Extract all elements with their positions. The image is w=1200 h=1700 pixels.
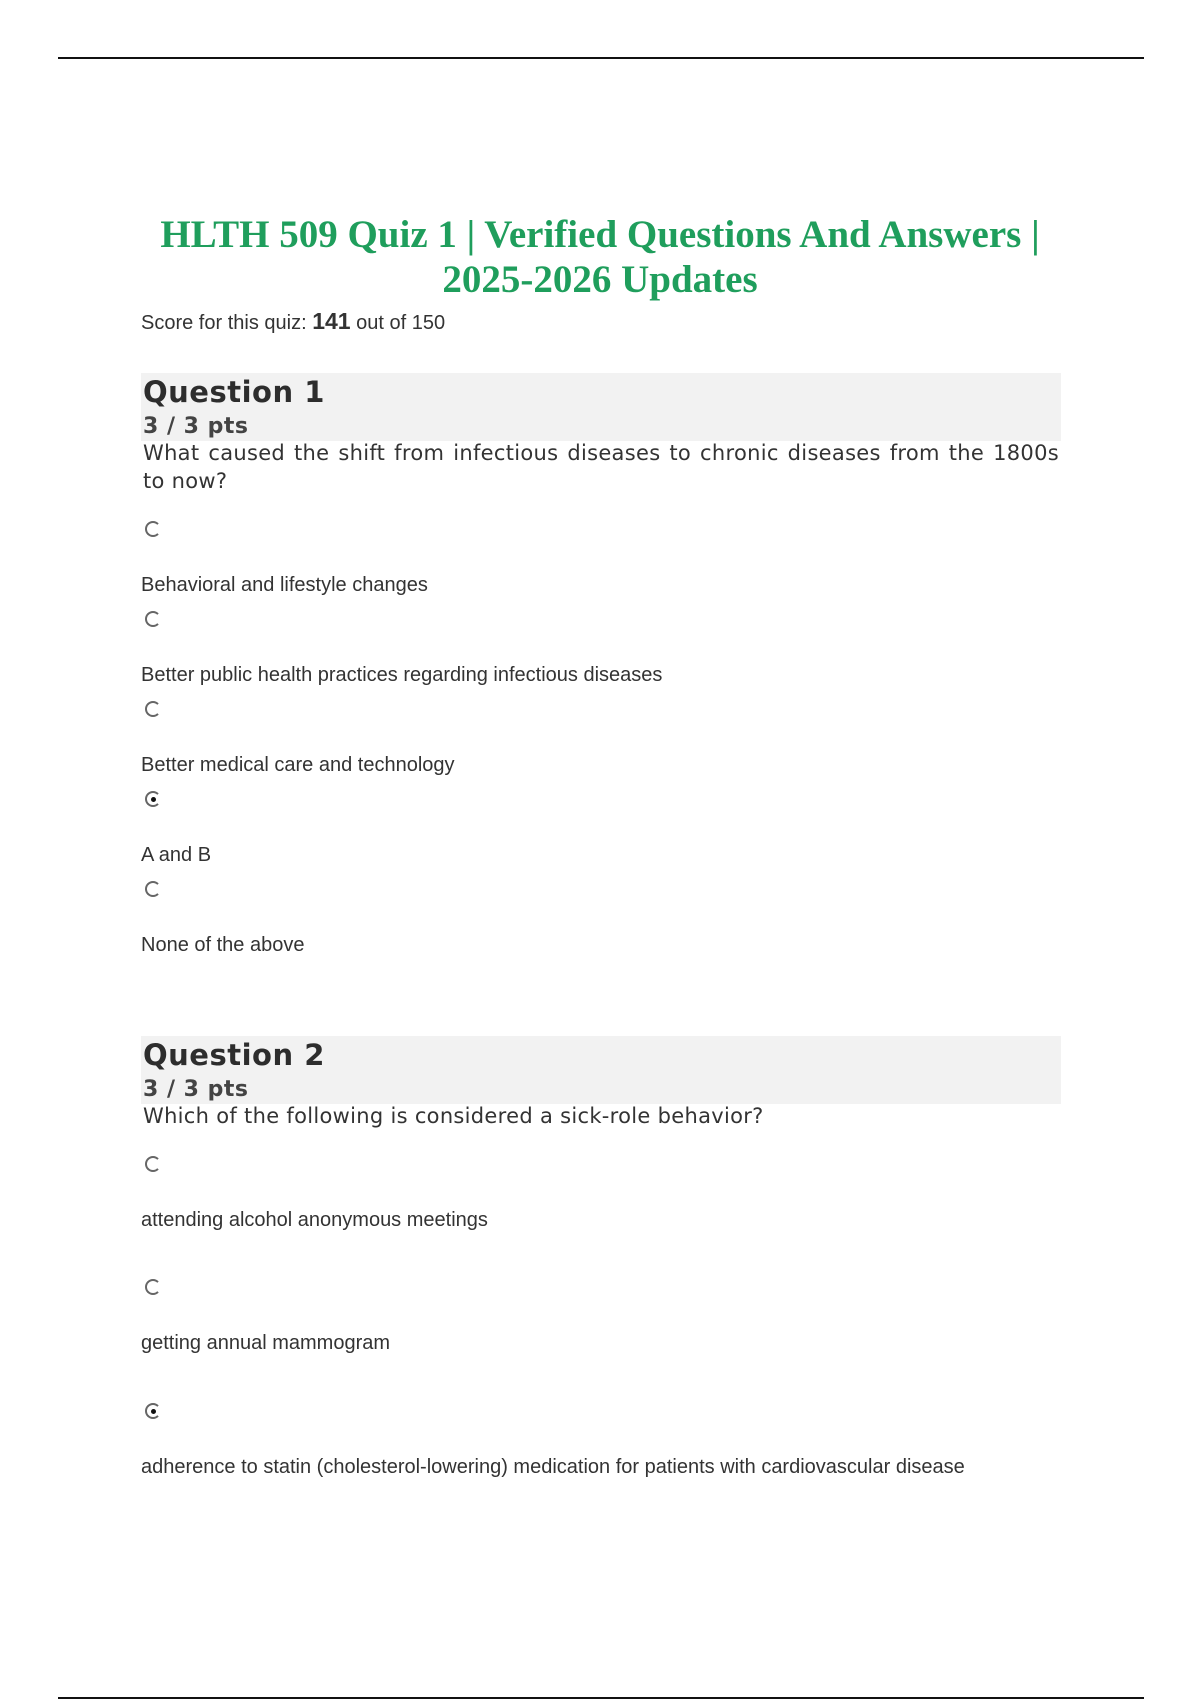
question-title: Question 2: [143, 1038, 325, 1072]
option-label-5: None of the above: [141, 934, 305, 956]
title-line-1: HLTH 509 Quiz 1 | Verified Questions And Answers |: [160, 213, 1040, 256]
question-title: Question 1: [143, 375, 325, 409]
option-label-1: attending alcohol anonymous meetings: [141, 1209, 488, 1231]
document-title: [120, 212, 1080, 302]
radio-option-1[interactable]: [145, 1156, 161, 1172]
option-label-1: Behavioral and lifestyle changes: [141, 574, 428, 596]
option-label-3: Better medical care and technology: [141, 754, 455, 776]
question-text: Which of the following is considered a sick-role behavior?: [143, 1104, 764, 1128]
score-prefix: Score for this quiz:: [141, 312, 307, 334]
radio-option-3[interactable]: [145, 701, 161, 717]
radio-option-5[interactable]: [145, 881, 161, 897]
radio-option-1[interactable]: [145, 521, 161, 537]
question-header: [141, 1036, 1061, 1104]
option-label-3: adherence to statin (cholesterol-lowering) medication for patients with cardiovascular disease: [141, 1456, 965, 1478]
bottom-rule: [58, 1697, 1144, 1699]
question-header: [141, 373, 1061, 441]
score-value: 141: [312, 308, 351, 334]
quiz-score: [141, 308, 445, 335]
radio-option-2[interactable]: [145, 611, 161, 627]
radio-option-2[interactable]: [145, 1279, 161, 1295]
question-points: 3 / 3 pts: [143, 1077, 249, 1102]
question-1: [141, 373, 1061, 973]
question-2: [141, 1036, 1061, 1496]
title-line-2: 2025-2026 Updates: [442, 258, 758, 301]
option-label-2: Better public health practices regarding infectious diseases: [141, 664, 663, 686]
radio-option-3-selected[interactable]: [145, 1403, 161, 1419]
score-suffix: out of 150: [356, 312, 446, 334]
question-points: 3 / 3 pts: [143, 414, 249, 439]
option-label-4: A and B: [141, 844, 212, 866]
top-rule: [58, 57, 1144, 59]
question-text: What caused the shift from infectious diseases to chronic diseases from the 1800s to now?: [143, 441, 1059, 493]
option-label-2: getting annual mammogram: [141, 1332, 391, 1354]
radio-option-4-selected[interactable]: [145, 791, 161, 807]
